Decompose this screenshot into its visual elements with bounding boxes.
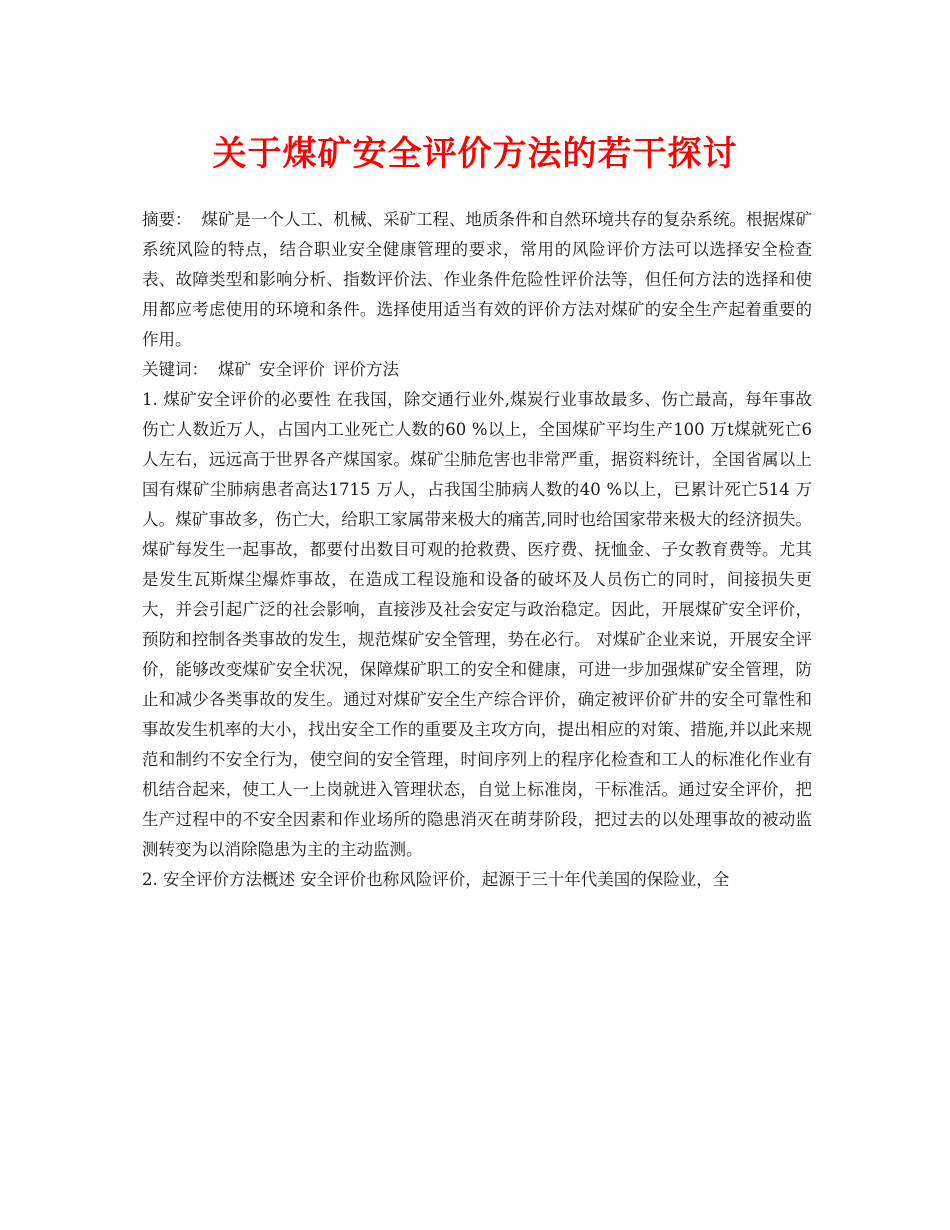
keywords-paragraph — [142, 355, 812, 385]
abstract-label: 摘要： — [142, 210, 192, 229]
section-1-heading: 1. 煤矿安全评价的必要性 — [142, 390, 332, 409]
section-1-text: 在我国，除交通行业外,煤炭行业事故最多、伤亡最高，每年事故伤亡人数近万人，占国内工业死亡人数的60 %以上，全国煤矿平均生产100 万t煤就死亡6 人左右，远远高于世界各产煤国家。煤矿尘肺危害也非常严重，据资料统计，全国省属以上国有煤矿尘肺病患者高达1715 万人，占我国尘肺病人数的40 %以上，已累计死亡514 万人。煤矿事故多，伤亡大，给职工家属带来极大的痛苦,同时也给国家带来极大的经济损失。煤矿每发生一起事故，都要付出数目可观的抢救费、医疗费、抚恤金、子女教育费等。尤其是发生瓦斯煤尘爆炸事故，在造成工程设施和设备的破坏及人员伤亡的同时，间接损失更大，并会引起广泛的社会影响，直接涉及社会安定与政治稳定。因此，开展煤矿安全评价，预防和控制各类事故的发生，规范煤矿安全管理，势在必行。 对煤矿企业来说，开展安全评价，能够改变煤矿安全状况，保障煤矿职工的安全和健康，可进一步加强煤矿安全管理，防止和减少各类事故的发生。通过对煤矿安全生产综合评价，确定被评价矿井的安全可靠性和事故发生机率的大小，找出安全工作的重要及主攻方向，提出相应的对策、措施,并以此来规范和制约不安全行为，使空间的安全管理，时间序列上的程序化检查和工人的标准化作业有机结合起来，使工人一上岗就进入管理状态，自觉上标准岗，干标准活。通过安全评价，把生产过程中的不安全因素和作业场所的隐患消灭在萌芽阶段，把过去的以处理事故的被动监测转变为以消除隐患为主的主动监测。 — [142, 390, 812, 859]
abstract-paragraph — [142, 205, 812, 355]
keyword-item: 煤矿 — [218, 360, 251, 379]
keyword-item: 评价方法 — [333, 360, 399, 379]
document-body — [142, 205, 812, 895]
section-1-paragraph — [142, 385, 812, 865]
section-2-paragraph — [142, 865, 812, 895]
document-title: 关于煤矿安全评价方法的若干探讨 — [212, 134, 738, 174]
keyword-item: 安全评价 — [259, 360, 325, 379]
section-2-text: 安全评价也称风险评价，起源于三十年代美国的保险业，全 — [300, 870, 730, 889]
abstract-text: 煤矿是一个人工、机械、采矿工程、地质条件和自然环境共存的复杂系统。根据煤矿系统风险的特点，结合职业安全健康管理的要求，常用的风险评价方法可以选择安全检查表、故障类型和影响分析、指数评价法、作业条件危险性评价法等，但任何方法的选择和使用都应考虑使用的环境和条件。选择使用适当有效的评价方法对煤矿的安全生产起着重要的作用。 — [142, 210, 812, 349]
keywords-label: 关键词： — [142, 360, 208, 379]
section-2-heading: 2. 安全评价方法概述 — [142, 870, 295, 889]
